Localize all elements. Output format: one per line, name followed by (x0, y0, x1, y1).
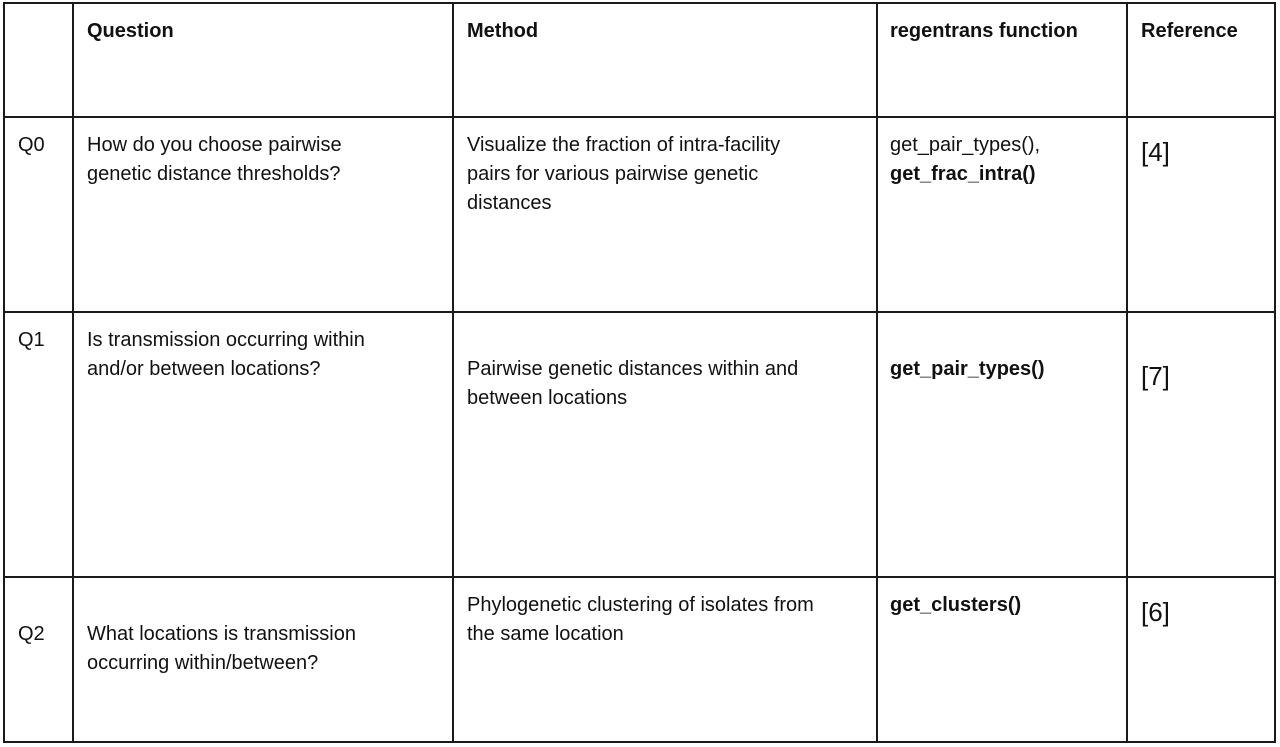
row-q2-method-line: the same location (467, 623, 624, 645)
column-divider (1126, 4, 1128, 741)
column-divider (72, 4, 74, 741)
row-q0-method-line: distances (467, 192, 552, 214)
row-q1-method-line: Pairwise genetic distances within and (467, 358, 799, 380)
row-q0-question-line: genetic distance thresholds? (87, 163, 341, 185)
row-q0-function (890, 131, 1040, 189)
row-q2-method (467, 591, 814, 649)
header-reference: Reference (1141, 20, 1238, 42)
row-q0-method-line: Visualize the fraction of intra-facility (467, 134, 781, 156)
row-q0-question (87, 131, 342, 189)
row-q1-id: Q1 (18, 329, 45, 351)
column-divider (452, 4, 454, 741)
row-q2-function: get_clusters() (890, 594, 1022, 616)
row-divider (5, 311, 1274, 313)
row-q1-function: get_pair_types() (890, 358, 1045, 380)
column-divider (876, 4, 878, 741)
row-q0-function-line: get_pair_types(), (890, 134, 1041, 156)
header-method: Method (467, 20, 539, 42)
row-q0-method-line: pairs for various pairwise genetic (467, 163, 759, 185)
methods-table (3, 2, 1276, 743)
row-q2-method-line: Phylogenetic clustering of isolates from (467, 594, 814, 616)
row-q0-id: Q0 (18, 134, 45, 156)
header-question: Question (87, 20, 174, 42)
row-q2-reference: [6] (1141, 597, 1170, 627)
row-q1-question-line: and/or between locations? (87, 358, 321, 380)
row-q1-method-line: between locations (467, 387, 628, 409)
row-q0-reference: [4] (1141, 137, 1170, 167)
row-q0-function-key: get_frac_intra() (890, 163, 1036, 185)
row-divider (5, 116, 1274, 118)
row-q2-id: Q2 (18, 623, 45, 645)
row-q2-question-line: occurring within/between? (87, 652, 319, 674)
row-divider (5, 576, 1274, 578)
row-q2-question (87, 620, 356, 678)
row-q0-method (467, 131, 780, 218)
row-q1-question (87, 326, 365, 384)
row-q1-question-line: Is transmission occurring within (87, 329, 365, 351)
row-q2-question-line: What locations is transmission (87, 623, 356, 645)
row-q1-reference: [7] (1141, 361, 1170, 391)
row-q1-method (467, 355, 798, 413)
row-q0-question-line: How do you choose pairwise (87, 134, 342, 156)
header-function: regentrans function (890, 20, 1078, 42)
